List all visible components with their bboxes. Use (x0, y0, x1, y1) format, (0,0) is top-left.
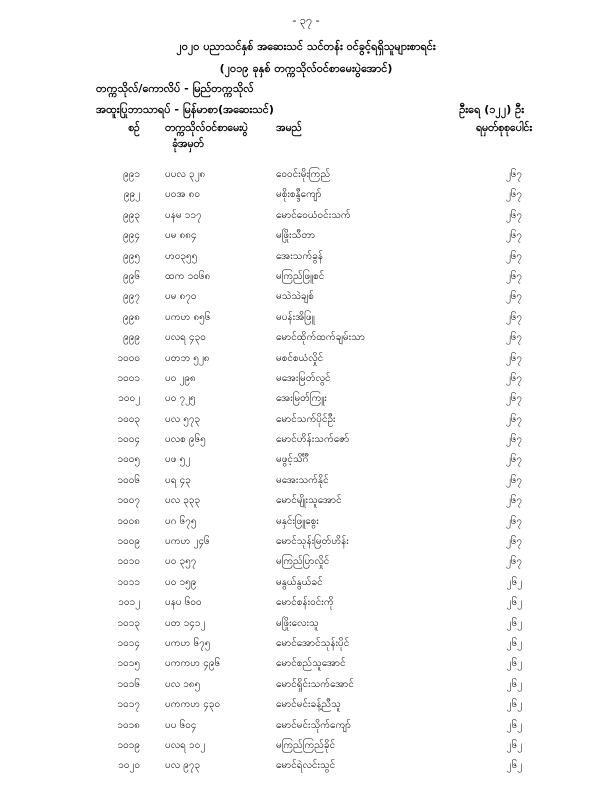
row-exam-id: ပကဟ ၆၇၅ (165, 637, 211, 649)
table-row (0, 165, 612, 185)
row-total-marks: ၂၆၇ (505, 230, 522, 242)
row-total-marks: ၂၆၇ (505, 372, 522, 384)
table-row (0, 185, 612, 205)
row-number: ၁၀၁၆ (117, 678, 140, 690)
row-exam-id: ပဖ ၅၂ (165, 454, 191, 466)
row-name: မောင်အောင်သုန်းပိုင် (276, 637, 350, 649)
row-exam-id: ပဂ ၆၇၅ (165, 515, 197, 527)
row-number: ၁၀၀၅ (117, 454, 140, 466)
row-exam-id: ပတဘ ၅၂၈ (165, 352, 210, 364)
row-number: ၁၀၀၃ (117, 413, 140, 425)
row-total-marks: ၂၆၂ (506, 617, 522, 629)
row-name: မအေးမြတ်လွင် (276, 372, 331, 384)
row-total-marks: ၂၆၇ (505, 209, 522, 221)
row-number: ၁၀၀၂ (118, 393, 140, 405)
table-row (0, 614, 612, 634)
row-name: မောင်သုန်းမြတ်ဟိန်း (276, 536, 349, 548)
table-row (0, 369, 612, 389)
row-exam-id: ပမ ၈၇၀ (165, 291, 197, 303)
row-total-marks: ၂၆၇ (505, 270, 522, 282)
row-number: ၉၉၈ (123, 311, 140, 323)
table-row (0, 573, 612, 593)
table-row (0, 430, 612, 450)
results-table (0, 165, 612, 777)
table-row (0, 512, 612, 532)
row-name: မပန်းအိဖြူ (276, 311, 315, 323)
row-total-marks: ၂၆၇ (505, 495, 522, 507)
row-total-marks: ၂၆၇ (505, 189, 522, 201)
row-number: ၁၀၀၀ (117, 352, 140, 364)
header-exam-id: တက္ကသိုလ်ဝင်စာမေးပွဲ (165, 122, 248, 134)
row-exam-id: ပဝအ ၈၀ (165, 189, 201, 201)
row-name: မနွယ်နွယ်ခင် (276, 576, 323, 588)
row-total-marks: ၂၆၂ (506, 719, 522, 731)
total-count: ဦးရေ (၁၂၂) ဦး (459, 103, 524, 116)
row-number: ၉၉၂ (123, 189, 140, 201)
row-number: ၁၀၁၁ (117, 576, 140, 588)
table-row (0, 593, 612, 613)
row-number: ၉၉၆ (123, 270, 140, 282)
table-row (0, 491, 612, 511)
header-total-marks: ရမှတ်စုစုပေါင်း (475, 122, 532, 134)
table-row (0, 552, 612, 572)
table-row (0, 716, 612, 736)
row-exam-id: ပပ ၆၀၄ (165, 719, 197, 731)
row-total-marks: ၂၆၂ (506, 699, 522, 711)
table-row (0, 328, 612, 348)
row-number: ၁၀၀၈ (117, 515, 140, 527)
row-name: မစိုးစန္ဒီကျော် (276, 189, 322, 201)
row-name: မောင်မင်းခန့်ညီသူ (276, 699, 341, 711)
row-name: မောင်ဟိန်းသက်ဇော် (276, 434, 350, 446)
document-subtitle: (၂၀၁၉ ခုနှစ် တက္ကသိုလ်ဝင်စာမေးပွဲအောင်) (219, 62, 393, 75)
row-exam-id: ပကကဟ ၄၃၀ (165, 699, 221, 711)
table-row (0, 736, 612, 756)
row-exam-id: ပတ ၁၄၁၂ (165, 617, 206, 629)
row-total-marks: ၂၆၇ (505, 454, 522, 466)
table-row (0, 634, 612, 654)
row-exam-id: ပကကဟ ၄၉၆ (165, 658, 221, 670)
row-total-marks: ၂၆၂ (506, 678, 522, 690)
table-row (0, 410, 612, 430)
row-total-marks: ၂၆၇ (505, 332, 522, 344)
row-number: ၉၉၅ (123, 250, 140, 262)
table-row (0, 349, 612, 369)
row-name: မောင်စန်းဝင်းကို (276, 597, 334, 609)
row-name: မဖွင့်သိင်္ဂီ (276, 454, 309, 466)
row-name: မောင်ရှိုင်းသက်အောင် (276, 678, 354, 690)
row-number: ၁၀၀၄ (117, 434, 140, 446)
row-total-marks: ၂၆၇ (505, 169, 522, 180)
row-total-marks: ၂၆၇ (505, 413, 522, 425)
table-row (0, 654, 612, 674)
row-number: ၁၀၀၇ (117, 495, 140, 507)
row-exam-id: ပပလ ၃၂၈ (165, 169, 206, 180)
row-name: မောင်မင်းသိုက်ကျော် (276, 719, 351, 731)
row-name: မဖြိုးသီတာ (276, 230, 316, 242)
table-row (0, 756, 612, 776)
row-number: ၁၀၁၄ (117, 637, 140, 649)
row-total-marks: ၂၆၇ (505, 536, 522, 548)
row-total-marks: ၂၆၇ (505, 291, 522, 303)
row-number: ၉၉၃ (123, 209, 140, 221)
row-total-marks: ၂၆၇ (505, 250, 522, 262)
row-total-marks: ၂၆၇ (505, 556, 522, 568)
row-exam-id: ပလ ၃၃၃ (165, 495, 201, 507)
row-name: မဖြိုးလေးသူ (276, 617, 319, 629)
row-name: မောင်မျိုးသူအောင် (276, 495, 342, 507)
row-total-marks: ၂၆၇ (505, 474, 522, 486)
row-name: မောင်ထိုက်ထက်ချမ်းသာ (276, 332, 365, 344)
row-number: ၁၀၁၇ (117, 699, 140, 711)
row-exam-id: ပလ ၅၇၃ (165, 413, 201, 425)
row-name: မစင်စယံလှိုင် (276, 352, 324, 364)
row-number: ၁၀၁၃ (117, 617, 140, 629)
row-name: ဝေဝင်းမိုးကြည် (276, 169, 331, 180)
row-number: ၁၀၁၂ (118, 597, 140, 609)
university-line: တက္ကသိုလ်/ကောလိပ် - မြည်တက္ကသိုလ် (96, 82, 254, 95)
row-number: ၉၉၇ (123, 291, 140, 303)
row-name: မောင်ရဲလင်းသွင် (276, 760, 336, 772)
row-name: မကြည်ပြာလှိုင် (276, 556, 330, 568)
table-row (0, 287, 612, 307)
row-exam-id: ပကဟ ၈၅၆ (165, 311, 211, 323)
row-total-marks: ၂၆၇ (505, 393, 522, 405)
region-line: အထူးပြုဘာသာရပ် - မြန်မာစာ(အဆေးသင်) (96, 103, 274, 116)
row-number: ၁၀၂၀ (118, 760, 140, 772)
row-number: ၉၉၁ (123, 169, 140, 180)
header-number: စဉ် (128, 122, 140, 134)
row-name: အေးသက်ခွန် (276, 250, 324, 262)
row-exam-id: ပနမ ၁၁၇ (165, 209, 202, 221)
row-exam-id: ပလရ ၁၀၂ (165, 739, 206, 751)
table-row (0, 450, 612, 470)
row-name: မသဲသဲချစ် (276, 291, 314, 303)
row-name: အေးမြတ်ကြူး (276, 393, 327, 405)
row-number: ၁၀၁၅ (117, 658, 140, 670)
table-row (0, 532, 612, 552)
table-row (0, 267, 612, 287)
row-exam-id: ပလရ ၄၃၀ (165, 332, 206, 344)
table-row (0, 226, 612, 246)
header-name: အမည် (276, 122, 302, 134)
row-total-marks: ၂၆၂ (506, 739, 522, 751)
row-name: မကြည်ဖြူစင် (276, 270, 325, 282)
document-title: ၂၀၂၀ ပညာသင်နှစ် အဆေးသင် သင်တန်း ဝင်ခွင့်ရရှိသူများစာရင်း (176, 40, 436, 53)
row-exam-id: ပရ ၄၃ (165, 474, 191, 486)
row-name: မောင်ဝေယံဝင်းသက် (276, 209, 351, 221)
row-total-marks: ၂၆၇ (505, 515, 522, 527)
row-exam-id: ဟဝ၃၅၅ (165, 250, 198, 262)
table-row (0, 695, 612, 715)
row-number: ၁၀၁၈ (117, 719, 140, 731)
table-row (0, 206, 612, 226)
page-number: - ၃၇ - (292, 14, 320, 27)
header-exam-id-line2: ခုံအမှတ် (172, 138, 204, 150)
table-row (0, 471, 612, 491)
row-name: မအေးသက်နိုင် (276, 474, 329, 486)
row-number: ၁၀၀၁ (117, 372, 140, 384)
row-total-marks: ၂၆၂ (506, 760, 522, 772)
row-total-marks: ၂၆၂ (506, 597, 522, 609)
row-exam-id: ပဝ ၃၅၇ (165, 556, 197, 568)
row-exam-id: ပလစ ၉၆၅ (165, 434, 206, 446)
row-exam-id: ပဝ ၂၉၈ (165, 372, 196, 384)
row-exam-id: ပမ ၈၈၄ (165, 230, 197, 242)
row-exam-id: ပဝ ၇၂၅ (165, 393, 196, 405)
row-exam-id: ပကဟ ၂၄၆ (165, 536, 210, 548)
row-number: ၉၉၄ (123, 230, 140, 242)
row-exam-id: ပလ ၁၈၅ (165, 678, 201, 690)
row-total-marks: ၂၆၂ (506, 637, 522, 649)
row-exam-id: ပနပ ၆၀၀ (165, 597, 202, 609)
row-number: ၁၀၁၉ (117, 739, 140, 751)
row-number: ၁၀၀၆ (117, 474, 140, 486)
row-number: ၁၀၀၉ (117, 536, 140, 548)
table-row (0, 389, 612, 409)
row-exam-id: ပဝ ၁၅၉ (165, 576, 197, 588)
row-exam-id: ပလ ၉၇၃ (165, 760, 201, 772)
row-name: မနှင်းဖြူစွေး (276, 515, 319, 527)
row-number: ၉၉၉ (123, 332, 140, 344)
row-number: ၁၀၁၀ (117, 556, 140, 568)
row-total-marks: ၂၆၇ (505, 311, 522, 323)
row-exam-id: ထက ၁၀၆၈ (165, 270, 211, 282)
row-name: မောင်စည်သူအောင် (276, 658, 346, 670)
table-row (0, 675, 612, 695)
row-total-marks: ၂၆၇ (505, 352, 522, 364)
row-total-marks: ၂၆၇ (505, 434, 522, 446)
table-row (0, 247, 612, 267)
row-total-marks: ၂၆၂ (506, 658, 522, 670)
table-row (0, 308, 612, 328)
row-total-marks: ၂၆၂ (506, 576, 522, 588)
row-name: မောင်သက်ပိုင်ဦး (276, 413, 336, 425)
row-name: မကြည်ကြည်ခိုင် (276, 739, 336, 751)
